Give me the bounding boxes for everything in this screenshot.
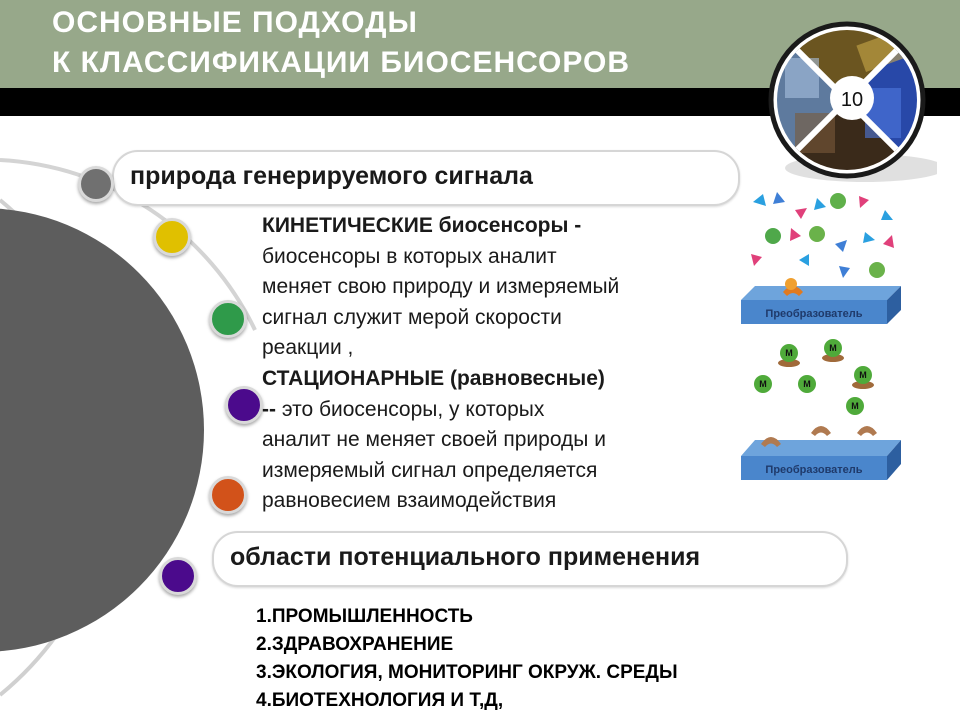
svg-text:М: М — [803, 379, 811, 389]
application-item: 2.ЗДРАВОХРАНЕНИЕ — [256, 634, 454, 655]
slide-number: 10 — [840, 89, 864, 111]
lower-transducer — [741, 426, 901, 480]
slide-title-line-2: К КЛАССИФИКАЦИИ БИОСЕНСОРОВ — [52, 46, 631, 79]
transducer-label-upper: Преобразователь — [765, 308, 863, 320]
bullet-dot-purple — [225, 386, 263, 424]
application-item: 1.ПРОМЫШЛЕННОСТЬ — [256, 606, 473, 627]
kinetic-line: сигнал служит мерой скорости — [262, 305, 562, 329]
stationary-line: равновесием взаимодействия — [262, 489, 557, 513]
kinetic-heading: КИНЕТИЧЕСКИЕ биосенсоры - — [262, 214, 582, 237]
section-pill-application-areas — [212, 531, 848, 587]
svg-text:М: М — [829, 343, 837, 353]
stationary-heading: СТАЦИОНАРНЫЕ (равновесные) — [262, 366, 605, 390]
applications-list — [256, 603, 678, 715]
section-pill-signal-nature — [112, 150, 740, 206]
stationary-line: -- это биосенсоры, у которых — [262, 397, 545, 421]
kinetic-line: биосенсоры в которых аналит — [262, 244, 557, 268]
svg-text:М: М — [785, 348, 793, 358]
application-item: 4.БИОТЕХНОЛОГИЯ И Т,Д, — [256, 690, 504, 711]
slide-emblem — [765, 18, 937, 188]
bullet-dot-yellow — [153, 218, 191, 256]
upper-transducer — [741, 278, 901, 324]
section-heading-application-areas: области потенциального применения — [230, 543, 701, 571]
definition-text — [262, 211, 619, 517]
stationary-line: аналит не меняет своей природы и — [262, 428, 606, 452]
svg-text:М: М — [851, 401, 859, 411]
kinetic-line: реакции , — [262, 336, 354, 360]
svg-text:М: М — [859, 370, 867, 380]
analyte-molecules — [754, 339, 874, 415]
transducer-label-lower: Преобразователь — [765, 464, 863, 476]
biosensor-diagram — [735, 188, 957, 488]
bullet-dot-green — [209, 300, 247, 338]
bullet-dot-gray — [78, 166, 114, 202]
bullet-dot-purple-2 — [159, 557, 197, 595]
bullet-dot-orange — [209, 476, 247, 514]
stationary-line: измеряемый сигнал определяется — [262, 458, 598, 482]
svg-text:М: М — [759, 379, 767, 389]
application-item: 3.ЭКОЛОГИЯ, МОНИТОРИНГ ОКРУЖ. СРЕДЫ — [256, 662, 678, 683]
slide-title-line-1: ОСНОВНЫЕ ПОДХОДЫ — [52, 6, 418, 39]
section-heading-signal-nature: природа генерируемого сигнала — [130, 162, 533, 190]
analyte-arrows-cluster — [751, 192, 894, 278]
kinetic-line: меняет свою природу и измеряемый — [262, 275, 620, 299]
